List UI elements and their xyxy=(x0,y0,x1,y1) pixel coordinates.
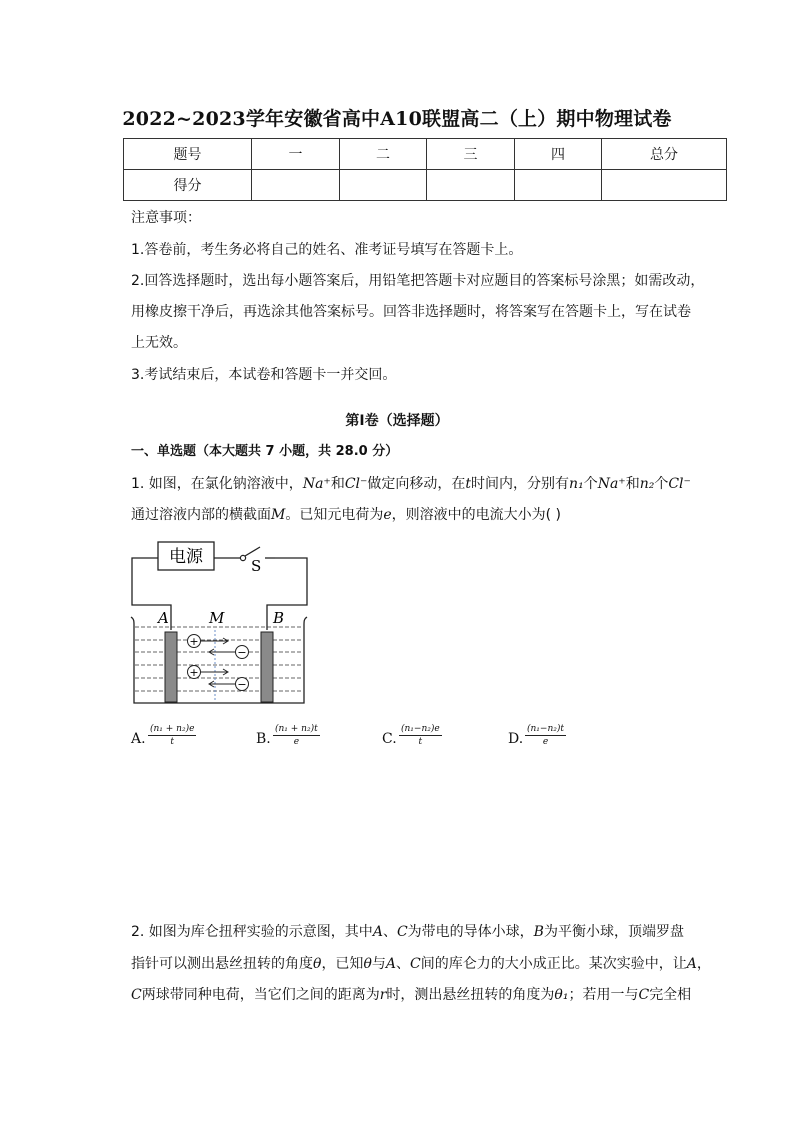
option-B-letter: B. xyxy=(256,731,271,747)
q2-text: 完全相 xyxy=(649,987,692,1003)
notice-item: 2.回答选择题时，选出每小题答案后，用铅笔把答题卡对应题目的答案标号涂黑；如需改动， xyxy=(131,273,705,289)
positive-ion-sign: + xyxy=(189,666,199,679)
score-cell xyxy=(252,170,340,201)
q1-na: Na⁺ xyxy=(302,476,331,492)
q2-theta: θ xyxy=(313,956,322,972)
q2-text: 时，测出悬丝扭转的角度为 xyxy=(386,987,555,1003)
q1-t: t xyxy=(465,476,472,492)
q1-text: 和 xyxy=(330,476,345,492)
score-table-header-row xyxy=(124,139,727,170)
option-A-letter: A. xyxy=(131,731,146,747)
notice-heading: 注意事项： xyxy=(131,210,201,226)
q1-n1: n₁ xyxy=(569,476,584,492)
score-header-cell: 四 xyxy=(515,139,602,170)
q2-text: 为平衡小球，顶端罗盘 xyxy=(543,924,684,940)
q1-text: 1. 如图，在氯化钠溶液中， xyxy=(131,476,303,492)
q1-text: 做定向移动，在 xyxy=(367,476,466,492)
score-cell xyxy=(340,170,427,201)
power-source-label: 电源 xyxy=(169,547,203,567)
q2-line3 xyxy=(131,985,691,1005)
q2-text: ， xyxy=(696,956,711,972)
q2-text: ，已知 xyxy=(321,956,364,972)
score-cell xyxy=(427,170,515,201)
q1-text: ，则溶液中的电流大小为( ) xyxy=(391,507,562,523)
option-D-fraction xyxy=(525,724,566,747)
score-table-score-row xyxy=(124,170,727,201)
q2-text: ；若用一与 xyxy=(568,987,639,1003)
positive-ion-sign: + xyxy=(189,635,199,648)
notice-item: 3.考试结束后，本试卷和答题卡一并交回。 xyxy=(131,367,397,383)
negative-ion-sign: − xyxy=(237,646,247,659)
option-D-denominator: e xyxy=(542,737,549,747)
q2-theta1: θ₁ xyxy=(554,987,569,1003)
option-C-numerator: (n₁−n₂)e xyxy=(401,724,440,734)
q2-text: 、 xyxy=(382,924,397,940)
q1-line2 xyxy=(131,505,561,525)
section1-title: 一、单选题（本大题共 7 小题，共 28.0 分） xyxy=(131,444,399,459)
q2-C: C xyxy=(396,924,408,940)
solution-level-lines xyxy=(135,627,303,691)
q1-cl: Cl⁻ xyxy=(344,476,368,492)
q2-line2 xyxy=(131,954,711,974)
score-header-cell: 一 xyxy=(252,139,340,170)
score-row-label: 得分 xyxy=(124,170,252,201)
electrolysis-diagram xyxy=(125,535,315,710)
option-D-numerator: (n₁−n₂)t xyxy=(527,724,564,734)
q2-C: C xyxy=(410,956,421,972)
score-header-cell: 题号 xyxy=(124,139,252,170)
option-A-denominator: t xyxy=(170,737,175,747)
option-C-fraction xyxy=(399,724,442,747)
notice-item: 用橡皮擦干净后，再选涂其他答案标号。回答非选择题时，将答案写在答题卡上，写在试卷 xyxy=(131,304,691,320)
q1-M: M xyxy=(271,507,286,523)
q2-C: C xyxy=(638,987,650,1003)
notice-item: 上无效。 xyxy=(131,335,187,351)
option-D-letter: D. xyxy=(508,731,524,747)
q2-text: 间的库仑力的大小成正比。某次实验中，让 xyxy=(420,956,687,972)
label-A: A xyxy=(158,609,169,627)
notice-item: 1.答卷前，考生务必将自己的姓名、准考证号填写在答题卡上。 xyxy=(131,242,523,258)
q2-text: 指针可以测出悬丝扭转的角度 xyxy=(131,956,313,972)
q2-A: A xyxy=(686,956,697,972)
q2-C: C xyxy=(131,987,142,1003)
option-A-fraction xyxy=(148,724,196,747)
q1-line1 xyxy=(131,474,691,494)
positive-ion xyxy=(188,635,229,649)
option-B-fraction xyxy=(273,724,320,747)
exam-title: 2022~2023学年安徽省高中A10联盟高二（上）期中物理试卷 xyxy=(122,108,672,130)
score-header-cell: 总分 xyxy=(602,139,727,170)
electrode-A xyxy=(165,632,177,702)
option-A-numerator: (n₁ + n₂)e xyxy=(150,724,195,734)
score-table xyxy=(123,138,727,201)
q2-theta: θ xyxy=(363,956,372,972)
q1-text: 个 xyxy=(583,476,598,492)
q2-B: B xyxy=(533,924,544,940)
q1-cl: Cl⁻ xyxy=(668,476,691,492)
option-C-denominator: t xyxy=(418,737,423,747)
switch-pivot xyxy=(240,555,245,560)
label-B: B xyxy=(273,609,285,627)
label-M: M xyxy=(209,609,225,627)
q2-text: 为带电的导体小球， xyxy=(407,924,534,940)
score-cell xyxy=(515,170,602,201)
q1-na: Na⁺ xyxy=(597,476,626,492)
option-C-letter: C. xyxy=(382,731,397,747)
switch-label: S xyxy=(251,557,262,575)
positive-ion xyxy=(188,666,229,680)
q2-A: A xyxy=(385,956,396,972)
q1-text: 通过溶液内部的横截面 xyxy=(131,507,271,523)
q1-text: 时间内，分别有 xyxy=(471,476,570,492)
q1-e: e xyxy=(383,507,392,523)
q1-text: 个 xyxy=(654,476,669,492)
q2-text: 与 xyxy=(371,956,386,972)
option-B-denominator: e xyxy=(293,737,300,747)
switch-lever xyxy=(245,547,260,556)
score-header-cell: 二 xyxy=(340,139,427,170)
part1-title: 第I卷（选择题） xyxy=(345,413,449,429)
option-B-numerator: (n₁ + n₂)t xyxy=(275,724,318,734)
q2-text: 两球带同种电荷，当它们之间的距离为 xyxy=(141,987,380,1003)
score-header-cell: 三 xyxy=(427,139,515,170)
q2-text: 、 xyxy=(396,956,410,972)
q2-line1 xyxy=(131,922,684,942)
q1-text: 和 xyxy=(625,476,640,492)
vessel xyxy=(131,617,307,703)
negative-ion-sign: − xyxy=(237,678,247,691)
electrode-B xyxy=(261,632,273,702)
score-cell xyxy=(602,170,727,201)
q2-text: 2. 如图为库仑扭秤实验的示意图，其中 xyxy=(131,924,373,940)
q1-text: 。已知元电荷为 xyxy=(285,507,384,523)
q1-n2: n₂ xyxy=(639,476,655,492)
q2-r: r xyxy=(379,987,387,1003)
q2-A: A xyxy=(372,924,383,940)
